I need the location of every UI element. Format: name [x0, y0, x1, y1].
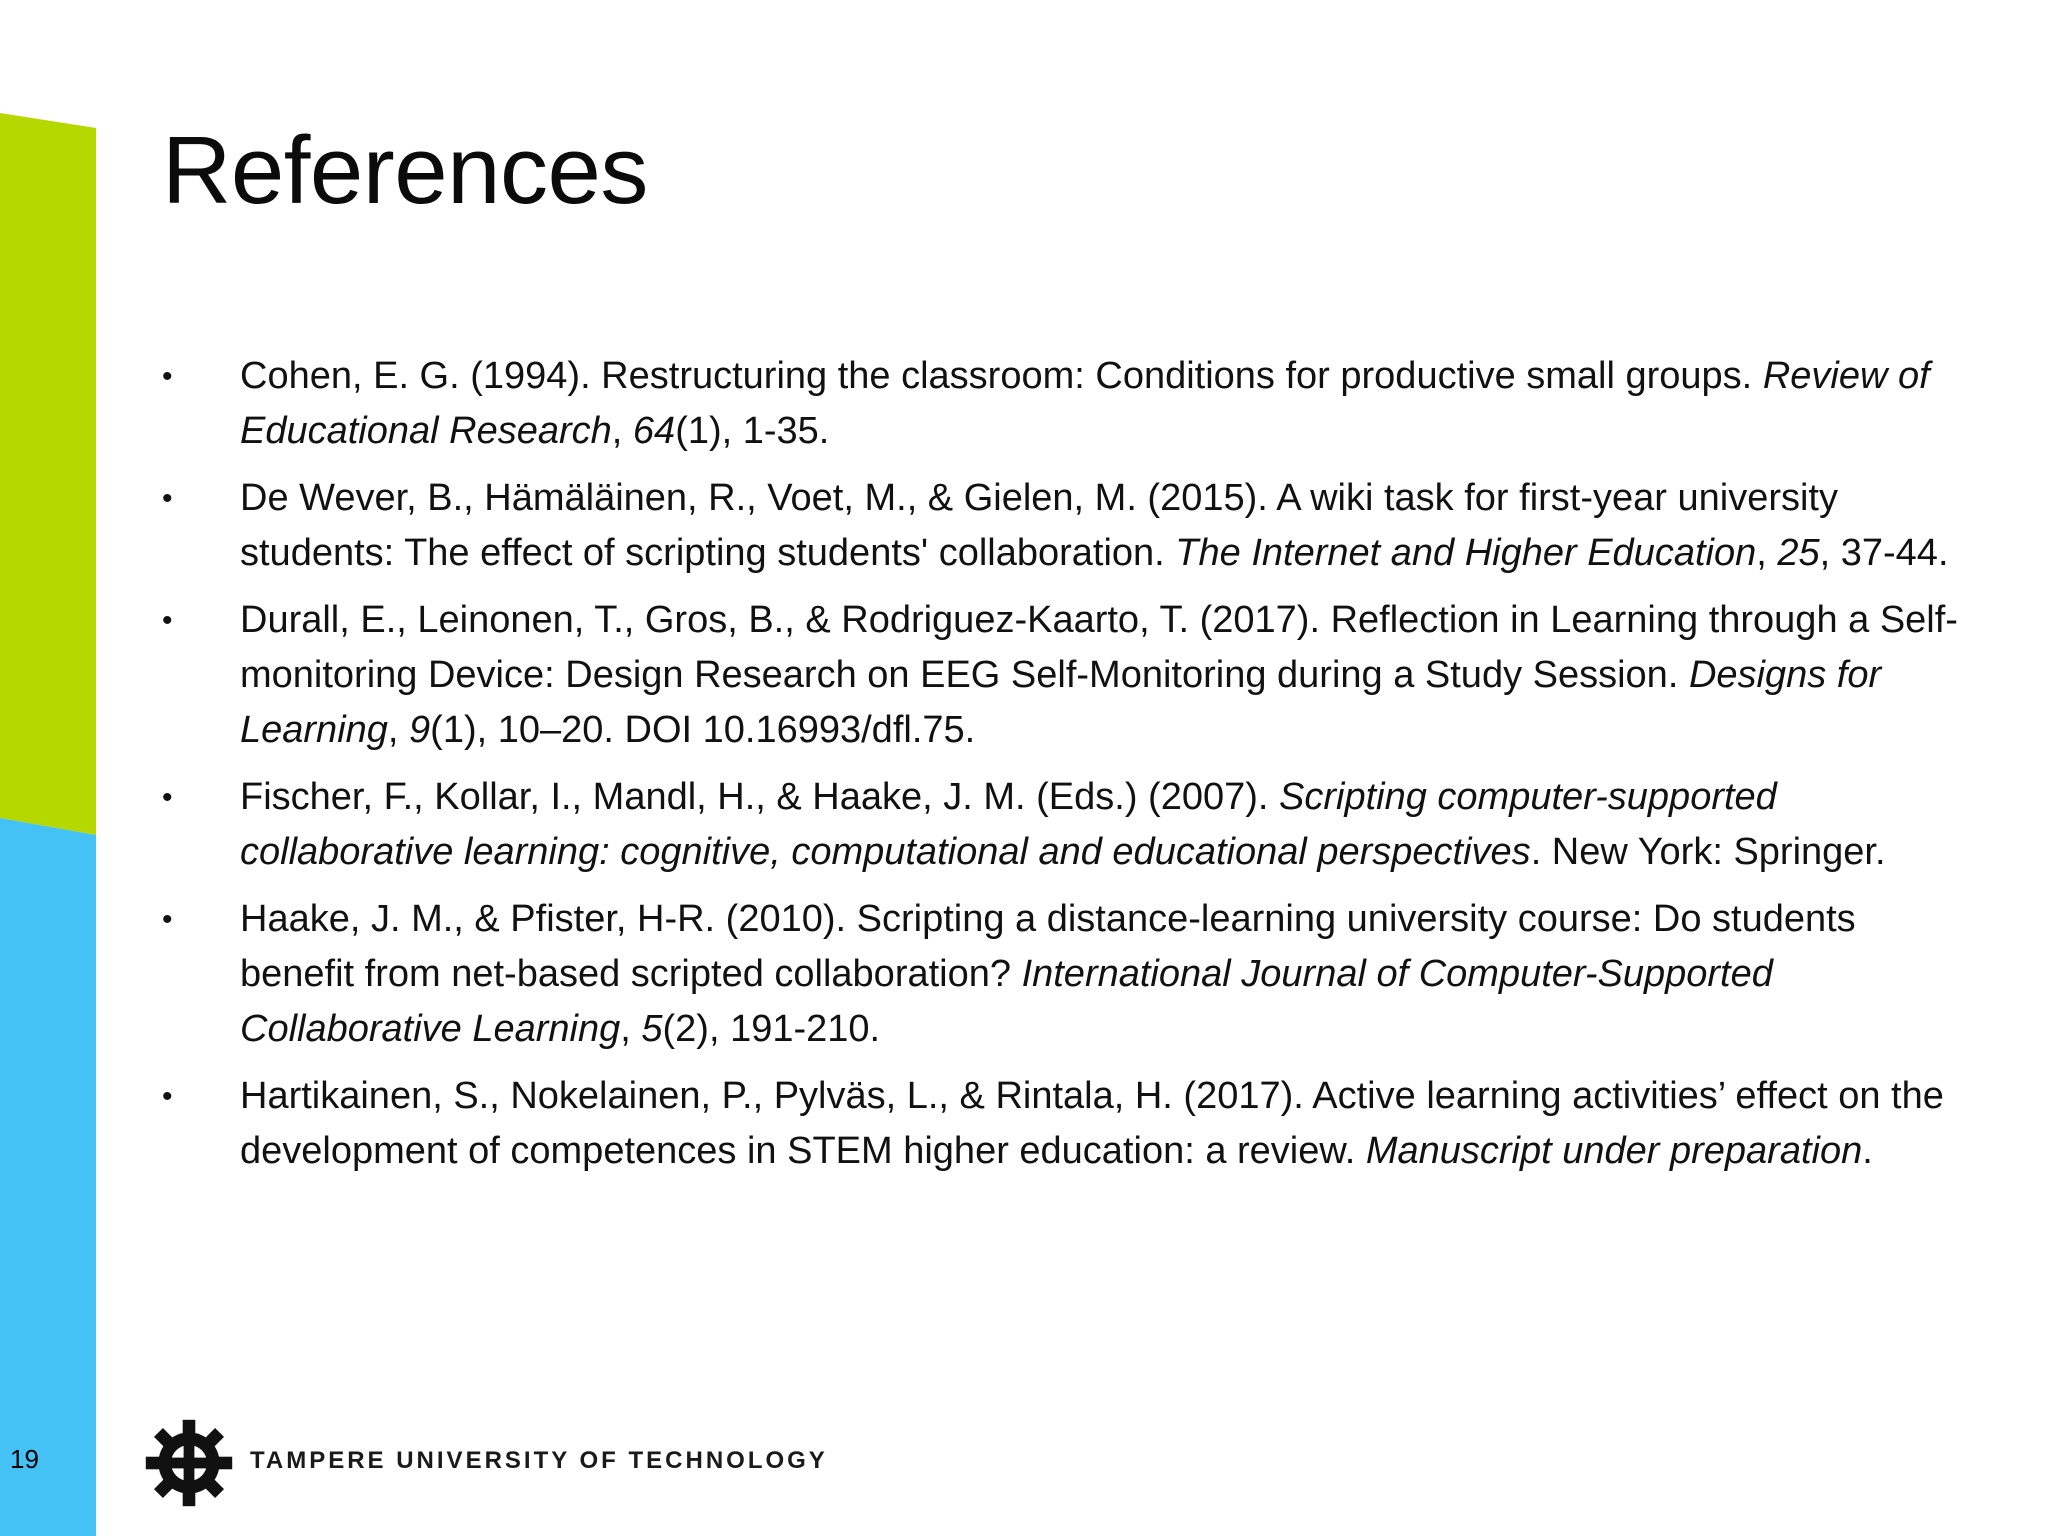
reference-item	[162, 471, 1962, 581]
bullet-icon: •	[162, 604, 173, 637]
page-number: 19	[10, 1444, 39, 1474]
reference-volume: 25	[1777, 532, 1820, 574]
reference-source: Review of Educational Research	[240, 355, 1930, 452]
reference-text: Haake, J. M., & Pfister, H-R. (2010). Scripting a distance-learning university course: Do students benefit from net-based scripted collaboration?	[240, 898, 1856, 995]
reference-item	[162, 1069, 1962, 1179]
university-name: TAMPERE UNIVERSITY OF TECHNOLOGY	[250, 1447, 828, 1474]
reference-text: ,	[620, 1008, 642, 1050]
reference-volume: 64	[632, 410, 676, 452]
reference-text: Durall, E., Leinonen, T., Gros, B., & Rodriguez-Kaarto, T. (2017). Reflection in Learning through a Self-monitoring Device: Design Research on EEG Self-Monitoring during a Study Session.	[240, 599, 1958, 696]
reference-text: Hartikainen, S., Nokelainen, P., Pylväs, L., & Rintala, H. (2017). Active learning activities’ effect on the development of competences in STEM higher education: a review.	[240, 1075, 1944, 1172]
reference-pages: (1), 1-35.	[675, 410, 830, 452]
reference-text: Cohen, E. G. (1994). Restructuring the classroom: Conditions for productive small groups.	[240, 355, 1763, 397]
reference-list	[162, 349, 1962, 1191]
bullet-icon: •	[162, 360, 173, 393]
reference-text: .	[1862, 1130, 1873, 1172]
reference-text: Fischer, F., Kollar, I., Mandl, H., & Haake, J. M. (Eds.) (2007).	[240, 776, 1280, 818]
reference-source: International Journal of Computer-Supported Collaborative Learning	[240, 953, 1773, 1050]
bullet-icon: •	[162, 781, 173, 814]
reference-volume: 5	[641, 1008, 663, 1050]
reference-source: Manuscript under preparation	[1365, 1130, 1863, 1172]
reference-source: The Internet and Higher Education	[1175, 532, 1757, 574]
reference-text: ,	[611, 410, 633, 452]
reference-text: ,	[1756, 532, 1778, 574]
reference-volume: 9	[409, 709, 431, 751]
reference-item	[162, 593, 1962, 758]
reference-pages: (1), 10–20. DOI 10.16993/dfl.75.	[430, 709, 976, 751]
reference-source: Scripting computer-supported collaborative learning: cognitive, computational and educational perspectives	[240, 776, 1777, 873]
reference-pages: , 37-44.	[1819, 532, 1949, 574]
reference-source: Designs for Learning	[240, 654, 1882, 751]
bullet-icon: •	[162, 903, 173, 936]
reference-text: ,	[387, 709, 410, 751]
gear-logo-icon	[144, 1418, 234, 1508]
slide-title: References	[162, 117, 648, 224]
reference-text: De Wever, B., Hämäläinen, R., Voet, M., & Gielen, M. (2015). A wiki task for first-year university students: The effect of scripting students' collaboration.	[240, 477, 1838, 574]
reference-item	[162, 770, 1962, 880]
reference-text: . New York: Springer.	[1530, 831, 1886, 873]
reference-item	[162, 892, 1962, 1057]
reference-item	[162, 349, 1962, 459]
bullet-icon: •	[162, 482, 173, 515]
reference-pages: (2), 191-210.	[662, 1008, 881, 1050]
bullet-icon: •	[162, 1080, 173, 1113]
